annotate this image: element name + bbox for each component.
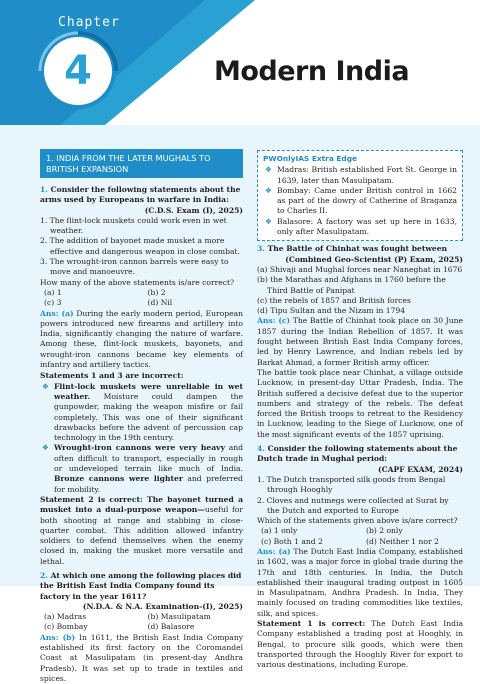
- question-1: [40, 185, 243, 216]
- right-column: [257, 150, 463, 671]
- question-number: 1.: [40, 185, 48, 194]
- chapter-number: 4: [64, 48, 92, 94]
- question-2: [40, 571, 243, 612]
- question-prompt: Which of the statements given above is/are correct?: [257, 516, 458, 526]
- option: (b) 2 only: [366, 526, 403, 536]
- option: (d) Tipu Sultan and the Nizam in 1794: [257, 306, 406, 316]
- answer-label: Ans: (a): [257, 546, 291, 556]
- answer-label: Ans: (a): [40, 308, 74, 318]
- answer-label: Ans: (b): [40, 632, 76, 642]
- explanation-text: The Dutch East India Company established a trading post at Hooghly, in Bengal, to procure silk goods, which were then transported through the Hooghly River for export to various destinations, including Europe.: [257, 619, 463, 670]
- explanation-paragraph: The battle took place near Chinhat, a village outside Lucknow, in present-day Uttar Pradesh, India. The British suffered a decisive defeat due to the superior numbers and strategy of the rebels. The defeat forced the British troops to retreat to the Residency in Lucknow, leading to the Siege of Lucknow, one of the most significant events of the 1857 uprising.: [257, 367, 463, 439]
- bullet-item: [40, 443, 243, 494]
- bullet-bold: Bronze cannons were lighter: [54, 474, 183, 484]
- answer: [40, 633, 243, 684]
- option: (b) the Marathas and Afghans in 1760 before the Third Battle of Panipat: [257, 275, 446, 295]
- chapter-header: [0, 0, 480, 125]
- question-text: Consider the following statements about the arms used by Europeans in warfare in India:: [40, 185, 241, 205]
- question-source: (CAPF EXAM, 2024): [378, 464, 463, 474]
- option: (c) Bombay: [44, 622, 88, 632]
- answer: [257, 547, 463, 619]
- explanation-text: useful for both shooting at range and stabbing in close-quarter combat. This addition allowed infantry soldiers to defend themselves when the enemy closed in, making the musket more versatile and lethal.: [40, 505, 243, 566]
- extra-edge-title: PWOnlyIAS Extra Edge: [263, 154, 358, 163]
- options-grid: [40, 612, 243, 633]
- question-source: (N.D.A. & N.A. Examination-(I), 2025): [82, 601, 243, 611]
- answer: [40, 309, 243, 371]
- explanation-heading: Statements 1 and 3 are incorrect:: [40, 371, 184, 381]
- bullet-item: ❖ Madras: British established Fort St. George in 1639, later than Masulipatam.: [263, 165, 457, 186]
- option: (a) 1 only: [261, 526, 298, 536]
- question-text: Consider the following statements about the Dutch trade in Mughal period:: [257, 444, 458, 464]
- answer: [257, 316, 463, 367]
- option: (d) Nil: [147, 298, 173, 308]
- option: (a) 1: [44, 287, 62, 297]
- extra-edge-box: [257, 150, 463, 241]
- statement: 2. Cloves and nutmegs were collected at Surat by the Dutch and exported to Europe: [257, 495, 449, 515]
- option: (a) Madras: [44, 612, 87, 622]
- question-number: 3.: [257, 244, 265, 254]
- answer-text: The Battle of Chinhat took place on 30 June 1857 during the Indian Rebellion of 1857. It was fought between British East India Company forces, led by Henry Lawrence, and Indian rebels led by Barkat Ahmad, a former British army officer.: [257, 316, 463, 367]
- question-text: The Battle of Chinhat was fought between: [267, 244, 448, 254]
- question-4: [257, 444, 463, 475]
- options-grid: [257, 526, 463, 547]
- explanation-paragraph: [257, 619, 463, 670]
- statement: 1. The flint-lock muskets could work even in wet weather.: [40, 215, 227, 236]
- bullet-bold: Wrought-iron cannons were very heavy: [54, 443, 225, 453]
- page-title: Modern India: [214, 56, 410, 87]
- option: (d) Neither 1 nor 2: [366, 536, 439, 546]
- answer-label: Ans: (c): [257, 316, 291, 326]
- option: (c) Both 1 and 2: [261, 536, 323, 546]
- page-content: [0, 125, 480, 683]
- bullet-text: and preferred for mobility.: [54, 474, 243, 494]
- bullet-item: [40, 382, 243, 444]
- answer-text: During the early modern period, European powers introduced new firearms and artillery into India, significantly changing the nature of warfare. Among these, flint-lock muskets, bayonets, and wrought-iron cannons became key elements of infantry and artillery tactics.: [40, 308, 243, 370]
- statement: 2. The addition of bayonet made musket a more effective and dangerous weapon in close combat.: [40, 236, 240, 256]
- question-3: [257, 244, 463, 265]
- answer-text: In 1611, the British East India Company established its first factory on the Coromandel Coast at Masulipatam (in present-day Andhra Pradesh). It was set up to trade in textiles and spices.: [40, 632, 243, 683]
- question-number: 4.: [257, 444, 265, 454]
- bullet-text: and often difficult to transport, especially in rough or undeveloped terrain like much of India.: [54, 443, 243, 474]
- section-title: 1. INDIA FROM THE LATER MUGHALS TO BRITISH EXPANSION: [40, 149, 243, 178]
- chapter-label: Chapter: [58, 15, 120, 30]
- question-text: At which one among the following places did the British East India Company found its factory in the year 1611?: [40, 570, 242, 601]
- option: (b) 2: [147, 287, 166, 297]
- explanation-bold: Statement 2 is correct: The bayonet turned a musket into a dual-purpose weapon—: [40, 494, 243, 515]
- bullet-bold: Flint-lock muskets were unreliable in wet weather.: [54, 381, 243, 401]
- question-source: (C.D.S. Exam (I), 2025): [144, 205, 243, 215]
- answer-text: The Dutch East India Company, established in 1602, was a major force in global trade during the 17th and 18th centuries. In India, the Dutch established their inaugural trading outpost in 1605 in Masulipatnam, Andhra Pradesh. In India, They mainly focused on trading commodities like textiles, silk, and spices.: [257, 546, 463, 618]
- option: (c) the rebels of 1857 and British forces: [257, 295, 411, 305]
- option: (b) Masulipatam: [147, 612, 211, 622]
- statement: 1. The Dutch transported silk goods from Bengal through Hooghly: [257, 474, 446, 495]
- statement: 3. The wrought-iron cannon barrels were easy to move and manoeuvre.: [40, 257, 229, 277]
- options-grid: [40, 288, 243, 309]
- explanation-bold: Statement 1 is correct:: [257, 619, 366, 629]
- option: (c) 3: [44, 298, 62, 308]
- option: (a) Shivaji and Mughal forces near Naneghat in 1676: [257, 264, 463, 274]
- question-source: (Combined Geo-Scientist (P) Exam, 2025): [285, 254, 463, 264]
- option: (d) Balasore: [147, 622, 195, 632]
- question-number: 2.: [40, 570, 48, 580]
- bullet-item: ❖ Bombay: Came under British control in 1662 as part of the dowry of Catherine of Braganza to Charles II.: [263, 186, 457, 217]
- bullet-item: ❖ Balasore: A factory was set up here in 1633, only after Masulipatam.: [263, 217, 457, 238]
- question-prompt: How many of the above statements is/are correct?: [40, 277, 235, 287]
- bullet-text: Moisture could dampen the gunpowder, making the weapon misfire or fail completely. This was one of their significant drawbacks before the advent of percussion cap technology in the 19th century.: [54, 391, 243, 443]
- left-column: [40, 149, 243, 684]
- explanation-paragraph: [40, 495, 243, 567]
